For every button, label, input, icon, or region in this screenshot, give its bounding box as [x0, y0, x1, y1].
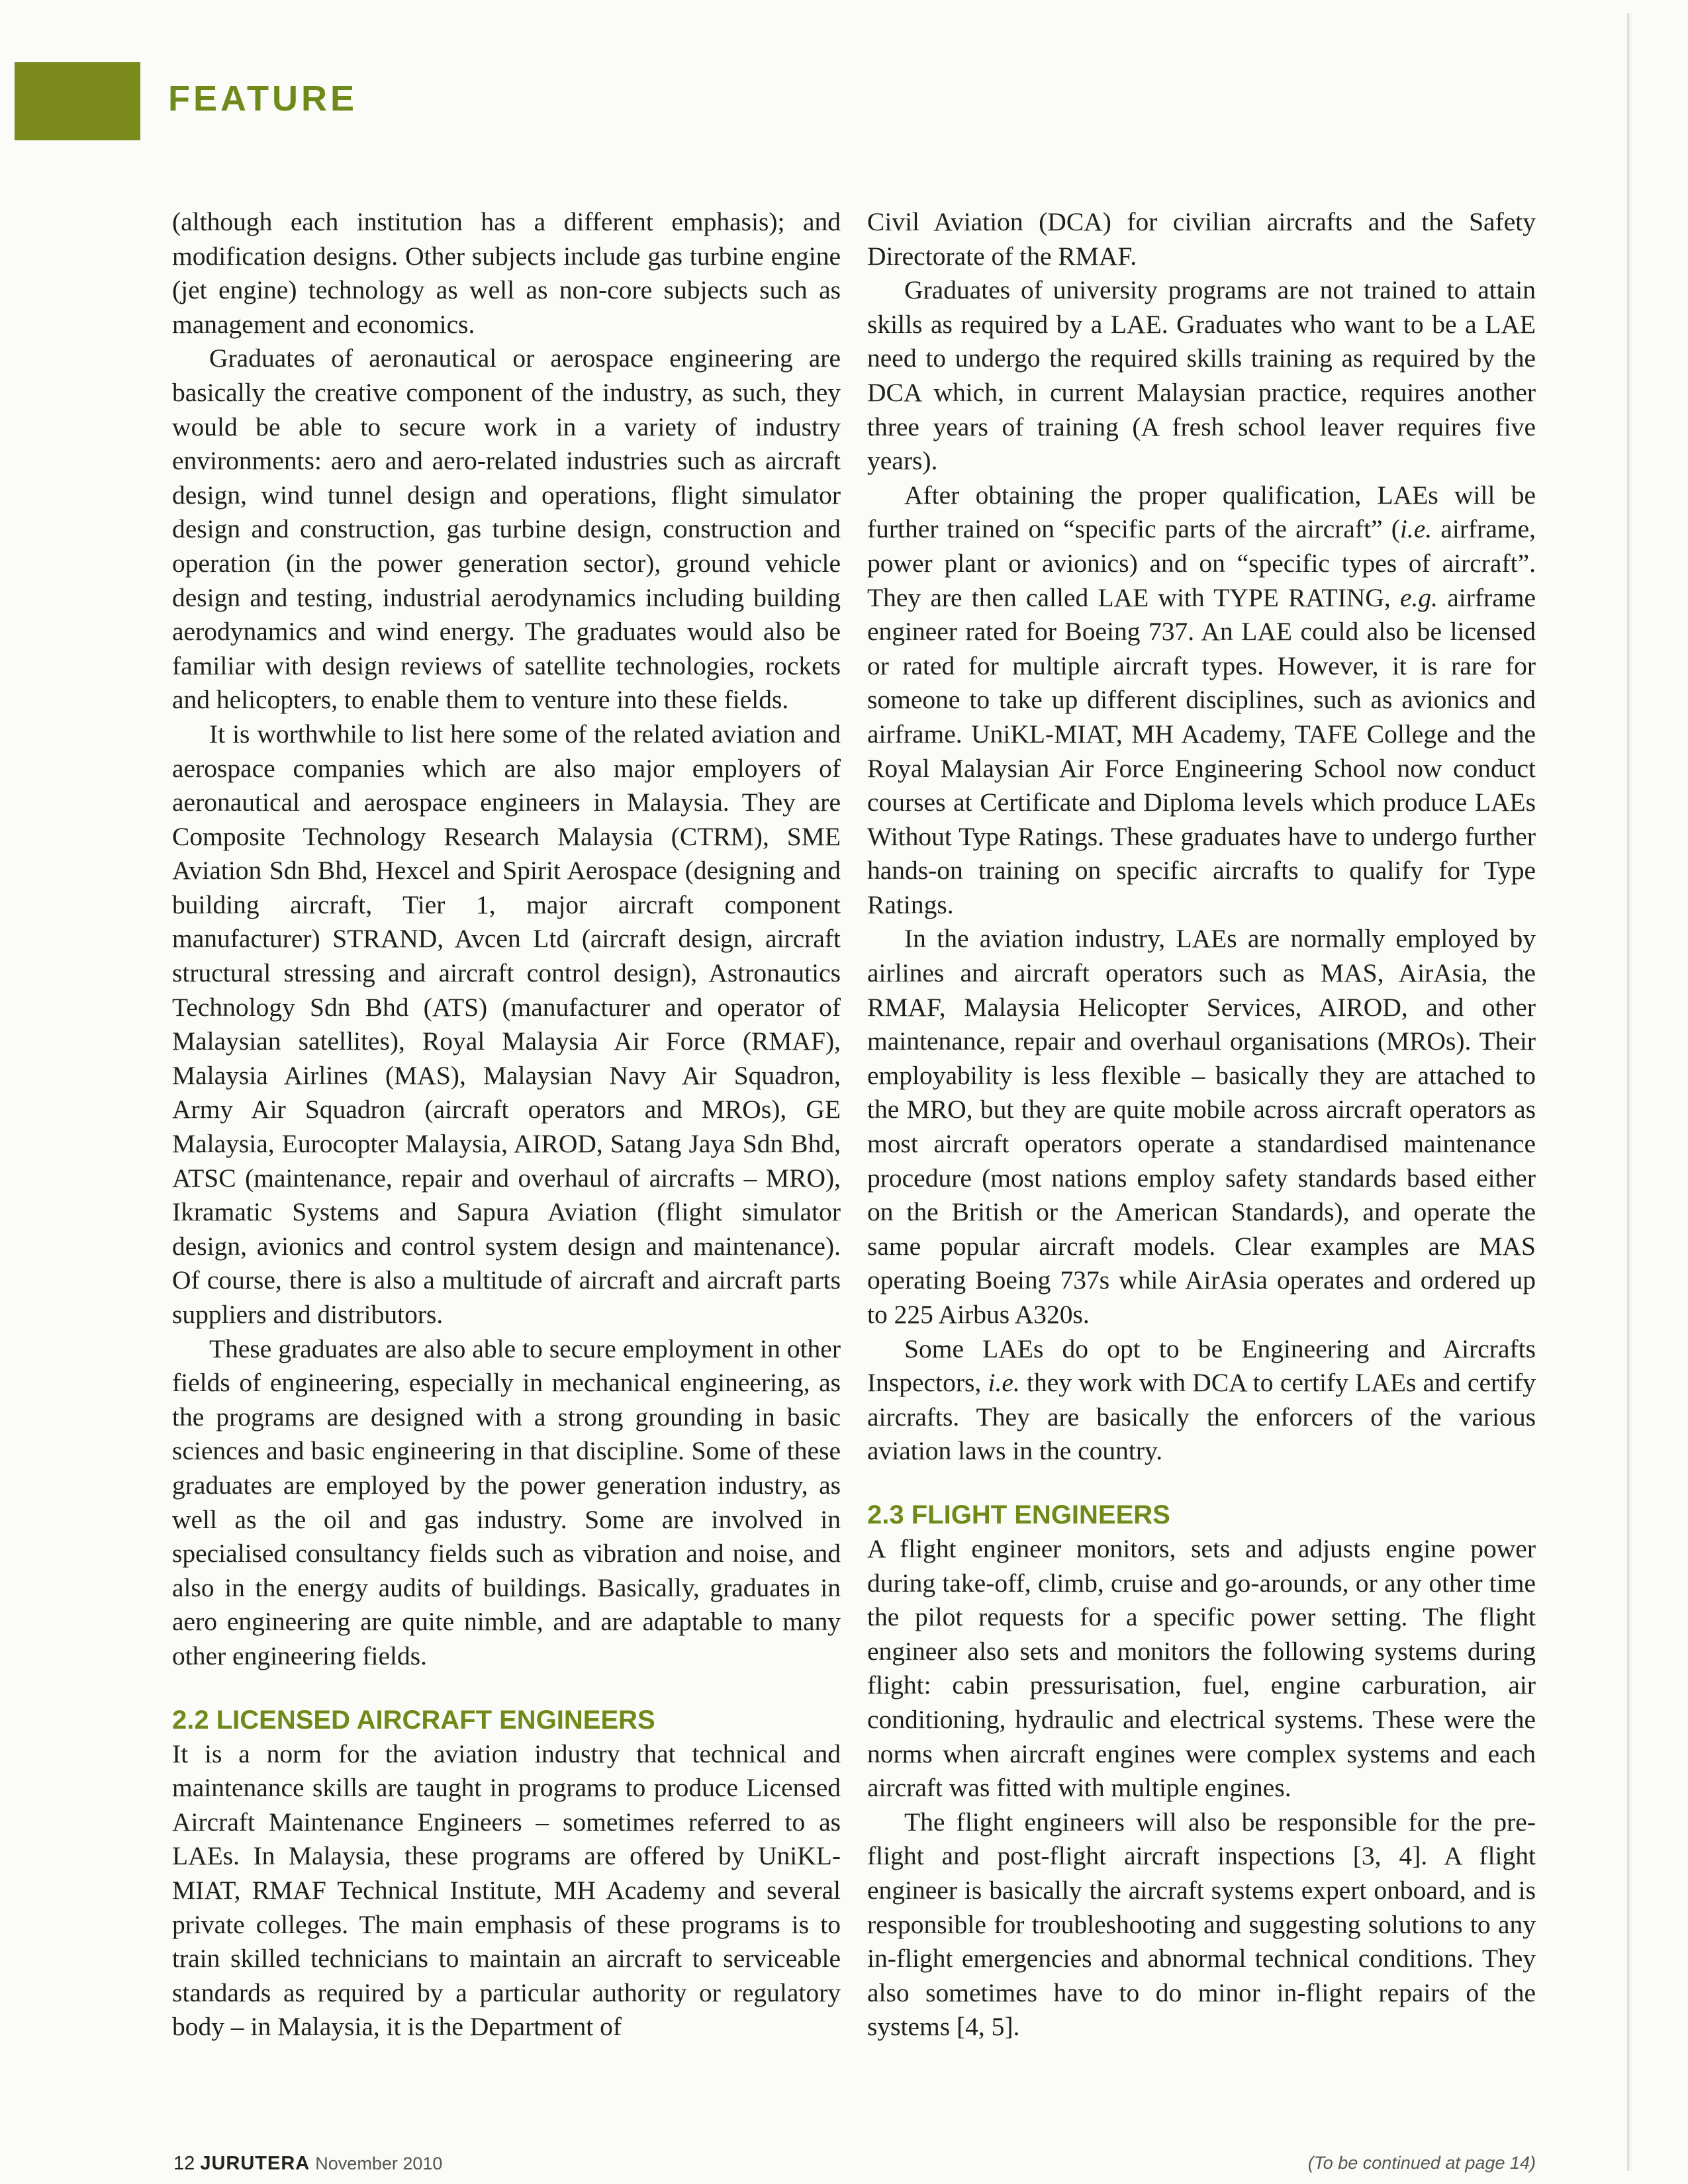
magazine-name: JURUTERA — [200, 2153, 310, 2174]
right-paragraph-5-part-a: Some LAEs do opt to be Engineering and Aircrafts Inspectors, — [867, 1334, 1536, 1398]
page-number: 12 — [173, 2153, 195, 2174]
continued-note: (To be continued at page 14) — [1307, 2153, 1536, 2173]
right-paragraph-5-part-b: they work with DCA to certify LAEs and certify aircrafts. They are basically the enforcers of the various aviation laws in the country. — [867, 1368, 1536, 1466]
scan-edge-shadow — [1627, 13, 1632, 2171]
header-color-block — [15, 62, 140, 140]
left-paragraph-5: It is a norm for the aviation industry that technical and maintenance skills are taught in programs to produce Licensed Aircraft Maintenance Engineers – sometimes referred to as LAEs. In Malaysia, these programs are offered by UniKL-MIAT, RMAF Technical Institute, MH Academy and several private colleges. The main emphasis of these programs is to train skilled technicians to maintain an aircraft to serviceable standards as required by a particular authority or regulatory body – in Malaysia, it is the Department of — [172, 1739, 841, 2042]
abbrev-eg: e.g. — [1399, 582, 1438, 612]
right-paragraph-3-part-c: airframe engineer rated for Boeing 737. An LAE could also be licensed or rated for multiple aircraft types. However, it is rare for someone to take up different disciplines, such as avionics and airframe. UniKL-MIAT, MH Academy, TAFE College and the Royal Malaysian Air Force Engineering School now conduct courses at Certificate and Diploma levels which produce LAEs Without Type Ratings. These graduates have to undergo further hands-on training on specific aircrafts to qualify for Type Ratings. — [867, 582, 1536, 919]
issue-date: November 2010 — [315, 2154, 443, 2173]
right-paragraph-4: In the aviation industry, LAEs are normally employed by airlines and aircraft operators such as MAS, AirAsia, the RMAF, Malaysia Helicopter Services, AIROD, and other maintenance, repair and overhaul organisations (MROs). Their employability is less flexible – basically they are attached to the MRO, but they are quite mobile across aircraft operators as most aircraft operators operate a standardised maintenance procedure (most nations employ safety standards based either on the British or the American Standards), and operate the same popular aircraft models. Clear examples are MAS operating Boeing 737s while AirAsia operates and ordered up to 225 Airbus A320s. — [867, 924, 1536, 1329]
right-column — [867, 205, 1536, 2044]
left-paragraph-4: These graduates are also able to secure employment in other fields of engineering, especially in mechanical engineering, as the programs are designed with a strong grounding in basic sciences and basic engineering in that discipline. Some of these graduates are employed by the power generation industry, as well as the oil and gas industry. Some are involved in specialised consultancy fields such as vibration and noise, and also in the energy audits of buildings. Basically, graduates in aero engineering are quite nimble, and are adaptable to many other engineering fields. — [172, 1334, 841, 1670]
abbrev-ie-2: i.e. — [988, 1368, 1020, 1398]
heading-flight-engineers: 2.3 FLIGHT ENGINEERS — [867, 1500, 1170, 1529]
right-paragraph-3 — [867, 478, 1536, 923]
left-paragraph-1: (although each institution has a different emphasis); and modification designs. Other subjects include gas turbine engine (jet engine) technology as well as non-core subjects such as management and economics. — [172, 207, 841, 339]
left-column — [172, 205, 841, 2044]
right-paragraph-6: A flight engineer monitors, sets and adjusts engine power during take-off, climb, cruise and go-arounds, or any other time the pilot requests for a specific power setting. The flight engineer also sets and monitors the following systems during flight: cabin pressurisation, fuel, engine carburation, air conditioning, hydraulic and electrical systems. These were the norms when aircraft engines were complex systems and each aircraft was fitted with multiple engines. — [867, 1533, 1536, 1803]
right-paragraph-1: Civil Aviation (DCA) for civilian aircrafts and the Safety Directorate of the RMAF. — [867, 207, 1536, 271]
right-paragraph-2: Graduates of university programs are not trained to attain skills as required by a LAE. Graduates who want to be a LAE need to undergo the required skills training as required by the DCA which, in current Malaysian practice, requires another three years of training (A fresh school leaver requires five years). — [867, 275, 1536, 476]
heading-licensed-aircraft-engineers: 2.2 LICENSED AIRCRAFT ENGINEERS — [172, 1705, 655, 1735]
page-footer — [173, 2153, 442, 2175]
right-paragraph-7: The flight engineers will also be responsible for the pre-flight and post-flight aircraft inspections [3, 4]. A flight engineer is basically the aircraft systems expert onboard, and is responsible for troubleshooting and suggesting solutions to any in-flight emergencies and abnormal technical conditions. They also sometimes have to do minor in-flight repairs of the systems [4, 5]. — [867, 1807, 1536, 2042]
left-paragraph-3: It is worthwhile to list here some of the related aviation and aerospace companies which are also major employers of aeronautical and aerospace engineers in Malaysia. They are Composite Technology Research Malaysia (CTRM), SME Aviation Sdn Bhd, Hexcel and Spirit Aerospace (designing and building aircraft, Tier 1, major aircraft component manufacturer) STRAND, Avcen Ltd (aircraft design, aircraft structural stressing and aircraft control design), Astronautics Technology Sdn Bhd (ATS) (manufacturer and operator of Malaysian satellites), Royal Malaysia Air Force (RMAF), Malaysia Airlines (MAS), Malaysian Navy Air Squadron, Army Air Squadron (aircraft operators and MROs), GE Malaysia, Eurocopter Malaysia, AIROD, Satang Jaya Sdn Bhd, ATSC (maintenance, repair and overhaul of aircrafts – MRO), Ikramatic Systems and Sapura Aviation (flight simulator design, avionics and control system design and maintenance). Of course, there is also a multitude of aircraft and aircraft parts suppliers and distributors. — [172, 719, 841, 1329]
right-paragraph-3-part-b: airframe, power plant or avionics) and on “specific types of aircraft”. They are then called LAE with TYPE RATING, — [867, 514, 1536, 612]
left-paragraph-2: Graduates of aeronautical or aerospace engineering are basically the creative component of the industry, as such, they would be able to secure work in a variety of industry environments: aero and aero-related industries such as aircraft design, wind tunnel design and operations, flight simulator design and construction, gas turbine design, construction and operation (in the power generation sector), ground vehicle design and testing, industrial aerodynamics including building aerodynamics and wind energy. The graduates would also be familiar with design reviews of satellite technologies, rockets and helicopters, to enable them to venture into these fields. — [172, 343, 841, 715]
section-label: FEATURE — [168, 79, 357, 118]
right-paragraph-5 — [867, 1332, 1536, 1469]
right-paragraph-3-part-a: After obtaining the proper qualification, LAEs will be further trained on “specific parts of the aircraft” ( — [867, 480, 1536, 544]
abbrev-ie: i.e. — [1399, 514, 1432, 544]
